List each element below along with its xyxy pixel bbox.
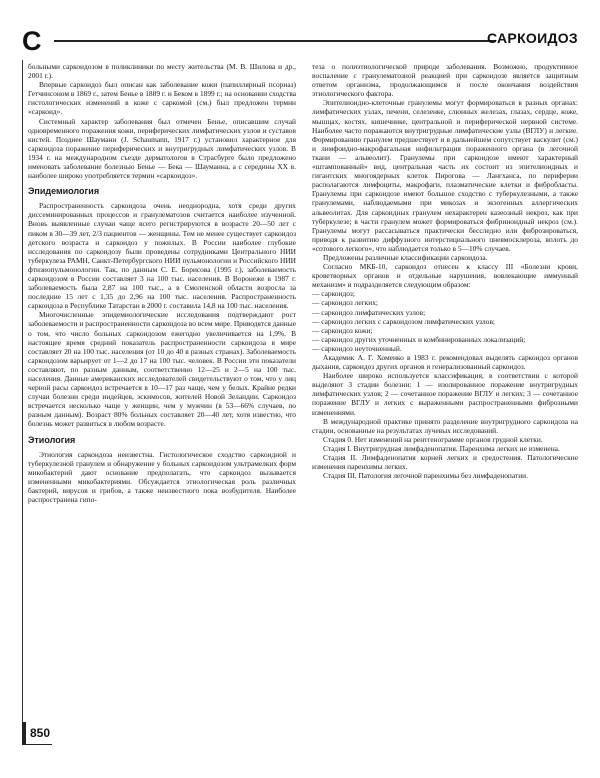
running-title: САРКОИДОЗ xyxy=(486,30,578,46)
paragraph: теза о полиэтиологической природе заболевания. Возможно, продуктивное воспаление с гранулематозной реакцией при саркоидозе является защитным ответом организма, продолжающимся и после окончания воздействия этиологического фактора. xyxy=(312,62,578,99)
list-item: — саркоидоз других уточненных и комбинированных локализаций; xyxy=(312,334,526,344)
paragraph: Наиболее широко используется классификация, в соответствии с которой выделяют 3 стадии болезни: 1 — изолированное поражение внутригрудных лимфатических узлов; 2 — сочетанное поражение ВГЛУ и легких; 3 — сочетанное поражение ВГЛУ и легких с выраженными распространенными фиброзными изменениями. xyxy=(312,371,578,417)
paragraph: Распространенность саркоидоза очень неоднородна, хотя среди других диссеминированных процессов и гранулематозов считается наиболее изученной. Вновь выявленные случаи чаще всего регистрируются в возрасте 20—50 лет с пиком в 30—39 лет, 2/3 пациентов — женщины. Тем не менее существует саркоидоз детского возраста и саркоидоз у пожилых. В России наиболее глубокие исследования по саркоидозу были проведены сотрудниками Центрального НИИ туберкулеза РАМН, Санкт-Петербургского НИИ пульмонологии и Российского НИИ фтизиопульмонологии. Так, по данным С. Е. Борисова (1995 г.), заболеваемость саркоидозом в России составляет 3 на 100 тыс. населения. В Воронеже в 1987 г. заболеваемость была 2,87 на 100 тыс., а в Смоленской области возросла за последние 15 лет с 1,35 до 2,96 на 100 тыс. населения. Распространенность саркоидоза в Республике Татарстан в 2000 г. составила 14,8 на 100 тыс. населения. xyxy=(28,201,296,311)
page-number: 850 xyxy=(30,726,51,740)
right-column xyxy=(312,62,578,480)
page-number-rule xyxy=(22,744,52,745)
paragraph: Многочисленные эпидемиологические исследования подтверждают рост заболеваемости и распространенности саркоидоза во всем мире. Приводятся данные о том, что число больных саркоидозом ежегодно увеличивается на 1,9%. В настоящее время средний показатель распространенности саркоидоза в мире составляет 20 на 100 тыс. населения (от 10 до 40 в разных странах). Заболеваемость саркоидозом варьирует от 1—2 до 17 на 100 тыс. человек. В России эти показатели составляют, по разным данным, соответственно 12—25 и 2—5 на 100 тыс. населения. Данные американских исследователей свидетельствуют о том, что у лиц черной расы саркоидоз встречается в 10—17 раз чаще, чем у белых. Крайне редки случаи болезни среди индейцев, эскимосов, жителей Новой Зеландии. Саркоидоз встречается несколько чаще у женщин, чем у мужчин (в 53—66% случаев, по разным данным). Возраст 80% больных составляет 20—40 лет, хотя известно, что болезнь может развиться в любом возрасте. xyxy=(28,310,296,429)
left-column xyxy=(28,62,296,504)
paragraph: больными саркоидозом в поликлиники по месту жительства (М. В. Шилова и др., 2001 г.). xyxy=(28,62,296,81)
paragraph: Согласно МКБ-10, саркоидоз отнесен к классу III «Болезни крови, кроветворных органов и отдельные нарушения, вовлекающие иммунный механизм» и подразделяется следующим образом: xyxy=(312,262,578,290)
margin-rule xyxy=(22,60,23,722)
list-item: — саркоидоз; xyxy=(312,289,355,299)
paragraph: Стадия 0. Нет изменений на рентгенограмме органов грудной клетки. xyxy=(323,434,543,444)
paragraph: Впервые саркоидоз был описан как заболевание кожи (папиллярный псориаз) Гетчинсоном в 1869 г., затем Бенье в 1889 г. и Беком в 1899 г.; на основании сходства гистологических изменений в коже с саркомой (см.) был предложен термин «саркоид». xyxy=(28,80,296,117)
paragraph: Системный характер заболевания был отмечен Бенье, описавшим случай одновременного поражения кожи, периферических лимфатических узлов и суставов кистей. Позднее Шауманн (J. Schaumann, 1917 г.) установил характерное для саркоидоза поражение периферических и внутригрудных лимфатических узлов. В 1934 г. на международном съезде дерматологов в Страсбурге было предложено именовать заболевание болезнью Бенье — Бека — Шауманна, а с середины XX в. наиболее широко употребляется термин «саркоидоз». xyxy=(28,116,296,181)
list-item: — саркоидоз неуточненный. xyxy=(312,343,402,353)
section-letter: С xyxy=(22,26,42,56)
header-rule xyxy=(54,40,496,42)
list-item: — саркоидоз легких; xyxy=(312,298,378,308)
list-item: — саркоидоз кожи; xyxy=(312,325,373,335)
paragraph: Стадия III. Патология легочной паренхимы без лимфаденопатии. xyxy=(323,471,528,481)
list-item: — саркоидоз легких с саркоидозом лимфатических узлов; xyxy=(312,316,495,326)
paragraph: Стадия II. Лимфаденопатия корней легких и средостения. Патологические изменения паренхимы легких. xyxy=(312,453,578,472)
paragraph: Предложены различные классификации саркоидоза. xyxy=(323,252,488,262)
list-item: — саркоидоз лимфатических узлов; xyxy=(312,307,426,317)
section-heading: Этиология xyxy=(28,434,76,445)
paragraph: Стадия I. Внутригрудная лимфаденопатия. Паренхима легких не изменена. xyxy=(323,443,560,453)
paragraph: В международной практике принято разделение внутригрудного саркоидоза на стадии, основанные на результатах лучевых исследований. xyxy=(312,416,578,435)
page-number-bar xyxy=(22,722,26,744)
paragraph: Академик А. Г. Хоменко в 1983 г. рекомендовал выделять саркоидоз органов дыхания, саркоидоз других органов и генерализованный саркоидоз. xyxy=(312,353,578,372)
paragraph: Этиология саркоидоза неизвестна. Гистологическое сходство саркоидной и туберкулезной гранулем и обнаружение у больных саркоидозом ультрамелких форм микобактерий дают основание предполагать, что саркоидоз вызывается измененными микобактериями. Обсуждается этиологическая роль различных бактерий, вирусов и грибов, а также неизвестного пока возбудителя. Наиболее распространена гипо- xyxy=(28,449,296,505)
paragraph: Эпителиоидно-клеточные гранулемы могут формироваться в разных органах: лимфатических узлах, печени, селезенке, слюнных железах, глазах, сердце, коже, мышцах, костях, кишечнике, центральной и периферической нервной системе. Наиболее часто поражаются внутригрудные лимфатические узлы (ВГЛУ) и легкие. Формированию гранулем предшествует и в дальнейшем сопутствует васкулит (см.) и лимфоидно-макрофагальная инфильтрация пораженного органа (в легочной ткани — альвеолит). Гранулемы при саркоидозе имеют характерный «штампованный» вид, центральная часть их состоит из эпителиоидных и гигантских многоядерных клеток Пирогова — Лангханса, по периферии располагаются лимфоциты, макрофаги, плазматические клетки и фибробласты. Гранулемы при саркоидозе имеют большое сходство с туберкулезными, а также гранулемами, наблюдаемыми при микозах и экзогенных аллергических альвеолитах. Для саркоидных гранулем нехарактерен казеозный некроз, как при туберкулезе; в части гранулем может формироваться фибриноидный некроз (см.). Гранулемы могут рассасываться практически бесследно или фиброзироваться, приводя к развитию диффузного интерстициального пневмосклероза, вплоть до «сотового легкого», что наблюдается только в 5—10% случаев. xyxy=(312,98,578,253)
section-heading: Эпидемиология xyxy=(28,186,100,197)
